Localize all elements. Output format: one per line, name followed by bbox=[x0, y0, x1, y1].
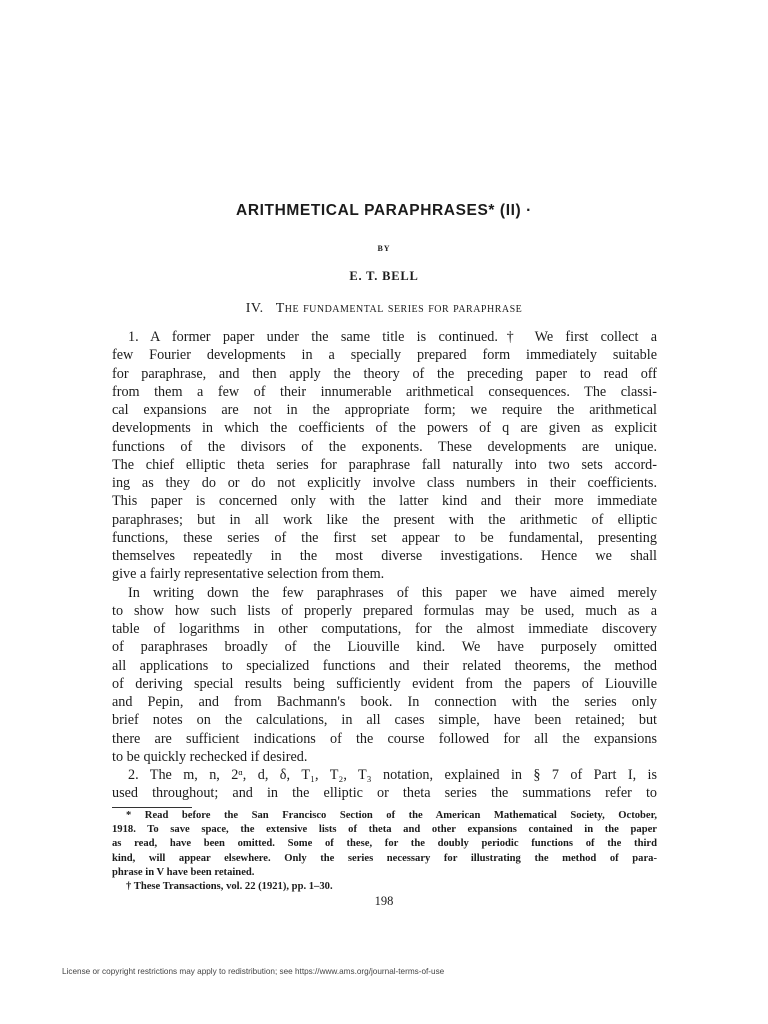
body-line: paraphrases; but in all work like the present with the arithmetic of elliptic bbox=[112, 511, 657, 528]
footnotes bbox=[112, 809, 657, 894]
footnote-line: * Read before the San Francisco Section of the American Mathematical Society, October, bbox=[126, 810, 657, 821]
body-line: to be quickly rechecked if desired. bbox=[112, 748, 308, 765]
author-name: E. T. BELL bbox=[349, 269, 419, 283]
body-line: to show how such lists of properly prepared formulas may be used, much as a bbox=[112, 602, 657, 619]
body-line: 1. A former paper under the same title is continued.† We first collect a bbox=[128, 329, 657, 345]
body-line: cal expansions are not in the appropriate form; we require the arithmetical bbox=[112, 402, 657, 418]
body-line: themselves repeatedly in the most diverse investigations. Hence we shall bbox=[112, 548, 657, 564]
footnote-line: phrase in V have been retained. bbox=[112, 866, 255, 878]
footnote-line: † These Transactions, vol. 22 (1921), pp. 1–30. bbox=[126, 881, 333, 893]
license-notice: License or copyright restrictions may apply to redistribution; see https://www.ams.org/journal-terms-of-use bbox=[62, 967, 445, 976]
body-line: there are sufficient indications of the course followed for all the expansions bbox=[112, 730, 657, 747]
body-line: table of logarithms in other computations, for the almost immediate discovery bbox=[112, 621, 657, 637]
footnote-line: as read, have been omitted. Some of these, for the doubly periodic functions of the third bbox=[112, 838, 657, 850]
body-line: functions, these series of the first set appear to be fundamental, presenting bbox=[112, 529, 657, 546]
body-line: 2. The m, n, 2ᵅ, d, δ, T₁, T₂, T₃ notation, explained in § 7 of Part I, is bbox=[128, 767, 657, 783]
page-number: 198 bbox=[374, 894, 394, 908]
footnote-line: 1918. To save space, the extensive lists of theta and other expansions contained in the paper bbox=[112, 824, 657, 836]
body-line: for paraphrase, and then apply the theory of the preceding paper to read off bbox=[112, 365, 657, 382]
section-number: IV. bbox=[245, 301, 264, 316]
body-line: used throughout; and in the elliptic or theta series the summations refer to bbox=[112, 785, 657, 802]
body-line: all applications to specialized functions and their related theorems, the method bbox=[112, 657, 657, 674]
body-line: The chief elliptic theta series for paraphrase fall naturally into two sets accord- bbox=[112, 456, 657, 473]
body-line: of paraphrases broadly of the Liouville kind. We have purposely omitted bbox=[112, 639, 657, 656]
body-line: of deriving special results being sufficiently evident from the papers of Liouville bbox=[112, 675, 657, 692]
body-line: brief notes on the calculations, in all cases simple, have been retained; but bbox=[112, 712, 657, 729]
body-line: ing as they do or do not explicitly involve class numbers in their coefficients. bbox=[112, 475, 657, 491]
footnote-line: kind, will appear elsewhere. Only the series necessary for illustrating the method of para- bbox=[112, 852, 657, 864]
byline-label: BY bbox=[377, 244, 391, 253]
body-line: This paper is concerned only with the latter kind and their more immediate bbox=[112, 493, 657, 510]
body-line: from them a few of their innumerable arithmetical consequences. The classi- bbox=[112, 383, 657, 400]
body-line: developments in which the coefficients of the powers of q are given as explicit bbox=[112, 420, 657, 437]
footnote-rule bbox=[112, 807, 192, 808]
body-text bbox=[112, 328, 657, 803]
section-heading bbox=[0, 301, 768, 317]
paper-title: ARITHMETICAL PARAPHRASES* (II) · bbox=[236, 202, 532, 219]
body-line: functions of the divisors of the exponents. These developments are unique. bbox=[112, 438, 657, 455]
body-line: In writing down the few paraphrases of this paper we have aimed merely bbox=[128, 584, 657, 601]
body-line: few Fourier developments in a specially prepared form immediately suitable bbox=[112, 347, 657, 364]
body-line: give a fairly representative selection from them. bbox=[112, 566, 385, 583]
body-line: and Pepin, and from Bachmann's book. In connection with the series only bbox=[112, 694, 657, 710]
section-title: The fundamental series for paraphrase bbox=[275, 301, 523, 316]
